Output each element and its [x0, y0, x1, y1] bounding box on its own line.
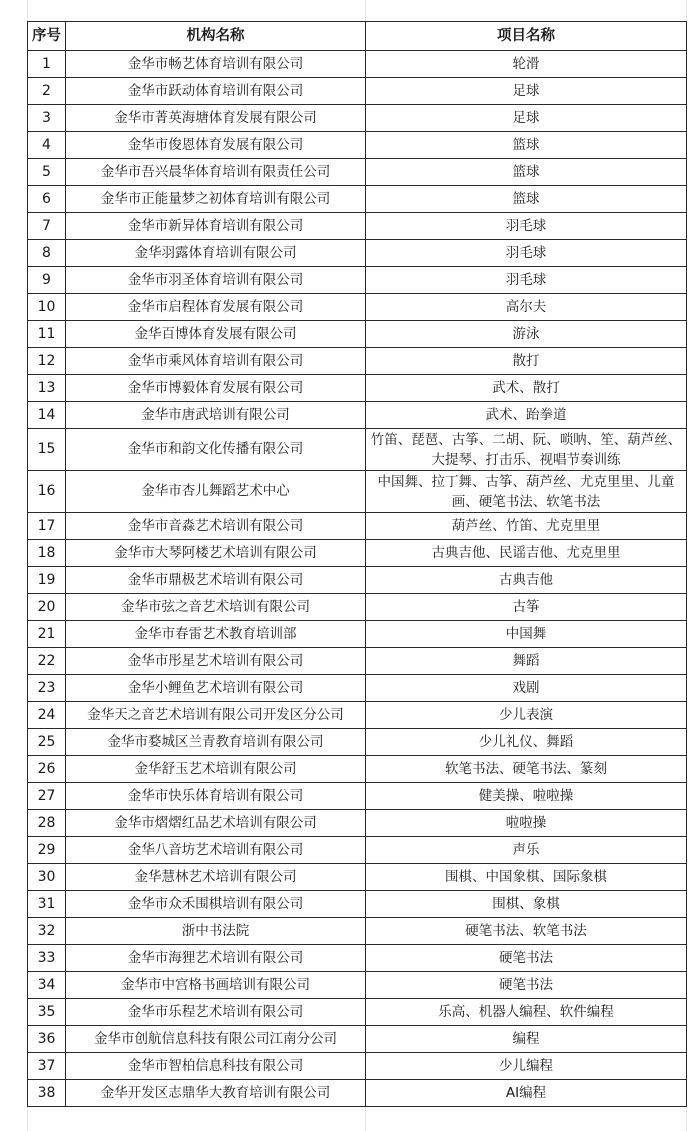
cell-serial-number[interactable]: 7	[28, 213, 66, 240]
cell-institution-name[interactable]: 金华市大琴阿楼艺术培训有限公司	[66, 540, 366, 567]
cell-project-name[interactable]: 散打	[366, 348, 687, 375]
cell-serial-number[interactable]: 34	[28, 972, 66, 999]
table-row	[28, 999, 687, 1026]
table-body	[28, 51, 687, 1107]
cell-institution-name[interactable]: 金华市熠熠红品艺术培训有限公司	[66, 810, 366, 837]
cell-project-name[interactable]: 少儿编程	[366, 1053, 687, 1080]
cell-institution-name[interactable]: 金华市新异体育培训有限公司	[66, 213, 366, 240]
cell-institution-name[interactable]: 金华市众禾围棋培训有限公司	[66, 891, 366, 918]
cell-serial-number[interactable]: 31	[28, 891, 66, 918]
table-row	[28, 810, 687, 837]
table-row	[28, 702, 687, 729]
table-row	[28, 648, 687, 675]
cell-institution-name[interactable]: 金华市春雷艺术教育培训部	[66, 621, 366, 648]
table-row	[28, 78, 687, 105]
table-row	[28, 864, 687, 891]
cell-project-name[interactable]: 古筝	[366, 594, 687, 621]
cell-institution-name[interactable]: 金华开发区志鼎华大教育培训有限公司	[66, 1080, 366, 1107]
cell-serial-number[interactable]: 21	[28, 621, 66, 648]
cell-serial-number[interactable]: 33	[28, 945, 66, 972]
table-row	[28, 756, 687, 783]
table-row	[28, 621, 687, 648]
cell-serial-number[interactable]: 26	[28, 756, 66, 783]
cell-institution-name[interactable]: 金华市跃动体育培训有限公司	[66, 78, 366, 105]
cell-institution-name[interactable]: 金华市彤星艺术培训有限公司	[66, 648, 366, 675]
cell-project-name[interactable]: 足球	[366, 105, 687, 132]
header-row	[28, 22, 687, 51]
cell-project-name[interactable]: 声乐	[366, 837, 687, 864]
table-row	[28, 240, 687, 267]
cell-serial-number[interactable]: 35	[28, 999, 66, 1026]
cell-project-name[interactable]: 高尔夫	[366, 294, 687, 321]
cell-serial-number[interactable]: 32	[28, 918, 66, 945]
cell-institution-name[interactable]: 金华市乘风体育培训有限公司	[66, 348, 366, 375]
cell-project-name[interactable]: 羽毛球	[366, 267, 687, 294]
cell-project-name[interactable]: 竹笛、琵琶、古筝、二胡、阮、唢呐、笙、葫芦丝、大提琴、打击乐、视唱节奏训练	[366, 429, 687, 471]
cell-institution-name[interactable]: 金华市快乐体育培训有限公司	[66, 783, 366, 810]
table-row	[28, 375, 687, 402]
cell-institution-name[interactable]: 金华市音淼艺术培训有限公司	[66, 513, 366, 540]
table-row	[28, 294, 687, 321]
cell-institution-name[interactable]: 金华市唐武培训有限公司	[66, 402, 366, 429]
cell-institution-name[interactable]: 金华慧林艺术培训有限公司	[66, 864, 366, 891]
table-row	[28, 1026, 687, 1053]
table-row	[28, 186, 687, 213]
cell-institution-name[interactable]: 金华市乐程艺术培训有限公司	[66, 999, 366, 1026]
cell-project-name[interactable]: 舞蹈	[366, 648, 687, 675]
cell-serial-number[interactable]: 27	[28, 783, 66, 810]
header-project-name[interactable]: 项目名称	[366, 22, 687, 51]
table-row	[28, 567, 687, 594]
cell-project-name[interactable]: 游泳	[366, 321, 687, 348]
cell-project-name[interactable]: 围棋、象棋	[366, 891, 687, 918]
cell-project-name[interactable]: 武术、跆拳道	[366, 402, 687, 429]
cell-institution-name[interactable]: 金华舒玉艺术培训有限公司	[66, 756, 366, 783]
cell-serial-number[interactable]: 13	[28, 375, 66, 402]
cell-project-name[interactable]: 古典吉他	[366, 567, 687, 594]
table-row	[28, 945, 687, 972]
cell-serial-number[interactable]: 36	[28, 1026, 66, 1053]
cell-project-name[interactable]: 武术、散打	[366, 375, 687, 402]
cell-institution-name[interactable]: 金华市智柏信息科技有限公司	[66, 1053, 366, 1080]
cell-serial-number[interactable]: 2	[28, 78, 66, 105]
cell-serial-number[interactable]: 17	[28, 513, 66, 540]
cell-institution-name[interactable]: 金华市中宫格书画培训有限公司	[66, 972, 366, 999]
table-row	[28, 348, 687, 375]
cell-institution-name[interactable]: 浙中书法院	[66, 918, 366, 945]
cell-serial-number[interactable]: 16	[28, 471, 66, 513]
cell-serial-number[interactable]: 28	[28, 810, 66, 837]
cell-project-name[interactable]: 少儿表演	[366, 702, 687, 729]
cell-serial-number[interactable]: 8	[28, 240, 66, 267]
cell-project-name[interactable]: 篮球	[366, 186, 687, 213]
table-row	[28, 429, 687, 471]
cell-serial-number[interactable]: 37	[28, 1053, 66, 1080]
cell-project-name[interactable]: 葫芦丝、竹笛、尤克里里	[366, 513, 687, 540]
cell-institution-name[interactable]: 金华市俊恩体育发展有限公司	[66, 132, 366, 159]
cell-institution-name[interactable]: 金华市弦之音艺术培训有限公司	[66, 594, 366, 621]
cell-project-name[interactable]: 编程	[366, 1026, 687, 1053]
cell-serial-number[interactable]: 22	[28, 648, 66, 675]
cell-institution-name[interactable]: 金华市海狸艺术培训有限公司	[66, 945, 366, 972]
cell-serial-number[interactable]: 11	[28, 321, 66, 348]
table-row	[28, 594, 687, 621]
cell-serial-number[interactable]: 12	[28, 348, 66, 375]
cell-serial-number[interactable]: 9	[28, 267, 66, 294]
cell-project-name[interactable]: 中国舞	[366, 621, 687, 648]
cell-institution-name[interactable]: 金华市畅艺体育培训有限公司	[66, 51, 366, 78]
cell-project-name[interactable]: 古典吉他、民谣吉他、尤克里里	[366, 540, 687, 567]
cell-project-name[interactable]: 啦啦操	[366, 810, 687, 837]
cell-project-name[interactable]: 羽毛球	[366, 240, 687, 267]
cell-serial-number[interactable]: 5	[28, 159, 66, 186]
cell-project-name[interactable]: 硬笔书法	[366, 972, 687, 999]
cell-project-name[interactable]: AI编程	[366, 1080, 687, 1107]
cell-project-name[interactable]: 软笔书法、硬笔书法、篆刻	[366, 756, 687, 783]
cell-serial-number[interactable]: 14	[28, 402, 66, 429]
cell-institution-name[interactable]: 金华市杏儿舞蹈艺术中心	[66, 471, 366, 513]
table-row	[28, 132, 687, 159]
cell-serial-number[interactable]: 10	[28, 294, 66, 321]
cell-institution-name[interactable]: 金华市创航信息科技有限公司江南分公司	[66, 1026, 366, 1053]
cell-serial-number[interactable]: 15	[28, 429, 66, 471]
cell-project-name[interactable]: 围棋、中国象棋、国际象棋	[366, 864, 687, 891]
cell-project-name[interactable]: 硬笔书法	[366, 945, 687, 972]
table-row	[28, 540, 687, 567]
cell-serial-number[interactable]: 6	[28, 186, 66, 213]
cell-project-name[interactable]: 轮滑	[366, 51, 687, 78]
header-institution-name[interactable]: 机构名称	[66, 22, 366, 51]
table-row	[28, 972, 687, 999]
table-row	[28, 267, 687, 294]
cell-institution-name[interactable]: 金华市婺城区兰青教育培训有限公司	[66, 729, 366, 756]
table-row	[28, 402, 687, 429]
cell-serial-number[interactable]: 24	[28, 702, 66, 729]
table-row	[28, 1053, 687, 1080]
cell-institution-name[interactable]: 金华市吾兴晨华体育培训有限责任公司	[66, 159, 366, 186]
cell-project-name[interactable]: 篮球	[366, 159, 687, 186]
table-row	[28, 783, 687, 810]
cell-project-name[interactable]: 中国舞、拉丁舞、古筝、葫芦丝、尤克里里、儿童画、硬笔书法、软笔书法	[366, 471, 687, 513]
table-row	[28, 321, 687, 348]
cell-project-name[interactable]: 健美操、啦啦操	[366, 783, 687, 810]
table-row	[28, 891, 687, 918]
header-serial-number[interactable]: 序号	[28, 22, 66, 51]
table-row	[28, 471, 687, 513]
cell-project-name[interactable]: 硬笔书法、软笔书法	[366, 918, 687, 945]
cell-serial-number[interactable]: 4	[28, 132, 66, 159]
cell-institution-name[interactable]: 金华市博毅体育发展有限公司	[66, 375, 366, 402]
cell-institution-name[interactable]: 金华小鲤鱼艺术培训有限公司	[66, 675, 366, 702]
cell-institution-name[interactable]: 金华市启程体育发展有限公司	[66, 294, 366, 321]
table-row	[28, 675, 687, 702]
cell-institution-name[interactable]: 金华羽露体育培训有限公司	[66, 240, 366, 267]
cell-institution-name[interactable]: 金华市菁英海塘体育发展有限公司	[66, 105, 366, 132]
table-row	[28, 159, 687, 186]
table-row	[28, 837, 687, 864]
cell-institution-name[interactable]: 金华市和韵文化传播有限公司	[66, 429, 366, 471]
cell-institution-name[interactable]: 金华天之音艺术培训有限公司开发区分公司	[66, 702, 366, 729]
cell-serial-number[interactable]: 3	[28, 105, 66, 132]
cell-serial-number[interactable]: 30	[28, 864, 66, 891]
cell-serial-number[interactable]: 23	[28, 675, 66, 702]
table-row	[28, 729, 687, 756]
table-row	[28, 513, 687, 540]
cell-project-name[interactable]: 戏剧	[366, 675, 687, 702]
cell-serial-number[interactable]: 25	[28, 729, 66, 756]
cell-institution-name[interactable]: 金华市鼎极艺术培训有限公司	[66, 567, 366, 594]
cell-project-name[interactable]: 篮球	[366, 132, 687, 159]
cell-institution-name[interactable]: 金华市正能量梦之初体育培训有限公司	[66, 186, 366, 213]
cell-institution-name[interactable]: 金华市羽圣体育培训有限公司	[66, 267, 366, 294]
cell-project-name[interactable]: 足球	[366, 78, 687, 105]
cell-project-name[interactable]: 羽毛球	[366, 213, 687, 240]
institution-table	[27, 21, 687, 1107]
table-row	[28, 1080, 687, 1107]
table-row	[28, 213, 687, 240]
cell-institution-name[interactable]: 金华八音坊艺术培训有限公司	[66, 837, 366, 864]
cell-serial-number[interactable]: 18	[28, 540, 66, 567]
cell-serial-number[interactable]: 20	[28, 594, 66, 621]
table-row	[28, 918, 687, 945]
cell-serial-number[interactable]: 1	[28, 51, 66, 78]
cell-serial-number[interactable]: 38	[28, 1080, 66, 1107]
cell-serial-number[interactable]: 19	[28, 567, 66, 594]
table-row	[28, 105, 687, 132]
cell-project-name[interactable]: 乐高、机器人编程、软件编程	[366, 999, 687, 1026]
cell-institution-name[interactable]: 金华百博体育发展有限公司	[66, 321, 366, 348]
cell-serial-number[interactable]: 29	[28, 837, 66, 864]
cell-project-name[interactable]: 少儿礼仪、舞蹈	[366, 729, 687, 756]
table-row	[28, 51, 687, 78]
